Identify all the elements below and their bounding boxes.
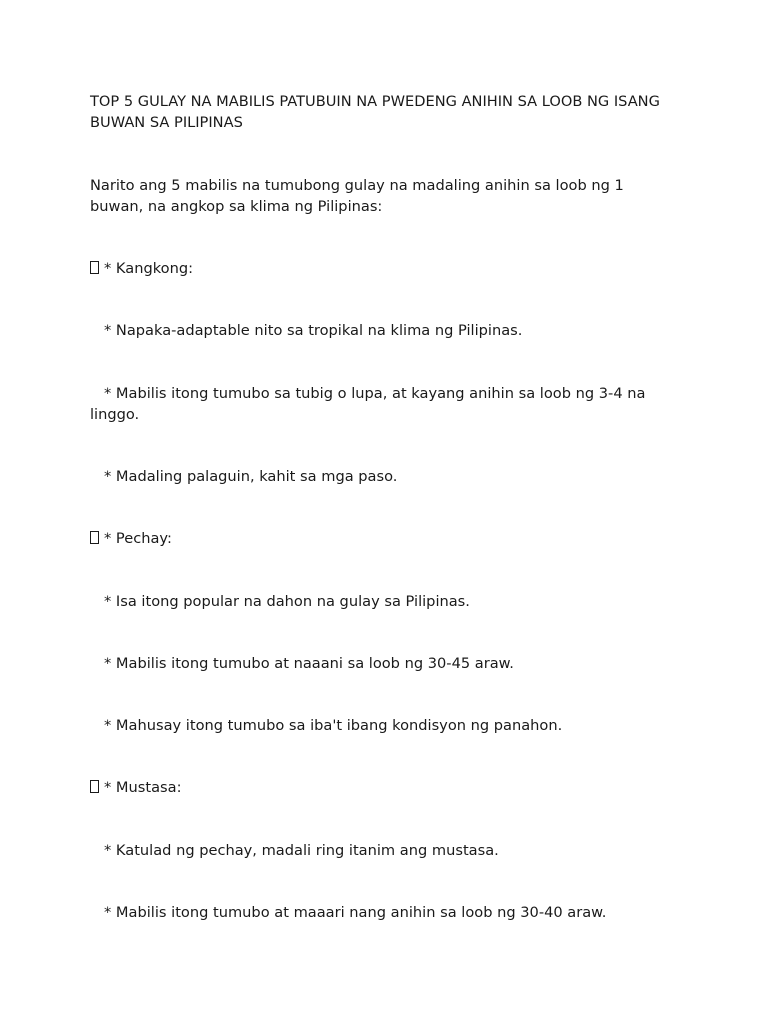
intro-paragraph: Narito ang 5 mabilis na tumubong gulay na madaling anihin sa loob ng 1 buwan, na angkop sa klima ng Pilipinas: [90,177,624,215]
list-item: * Napaka-adaptable nito sa tropikal na klima ng Pilipinas. [104,322,523,339]
list-item: * Mabilis itong tumubo sa tubig o lupa, at kayang anihin sa loob ng 3-4 na linggo. [90,385,646,423]
document-title: TOP 5 GULAY NA MABILIS PATUBUIN NA PWEDENG ANIHIN SA LOOB NG ISANG BUWAN SA PILIPINAS [90,93,660,131]
section-heading-label: * Mustasa: [104,779,182,796]
section-heading-kangkong [90,258,680,279]
list-item: * Mabilis itong tumubo at naaani sa loob ng 30-45 araw. [104,655,514,672]
section-heading-pechay [90,528,680,549]
list-item: * Madaling palaguin, kahit sa mga paso. [104,468,398,485]
section-heading-label: * Kangkong: [104,260,193,277]
list-item: * Katulad ng pechay, madali ring itanim ang mustasa. [104,842,499,859]
list-item: * Isa itong popular na dahon na gulay sa Pilipinas. [104,593,470,610]
section-heading-label: * Pechay: [104,530,172,547]
list-item: * Mabilis itong tumubo at maaari nang anihin sa loob ng 30-40 araw. [104,904,607,921]
missing-glyph-icon [90,531,99,544]
missing-glyph-icon [90,261,99,274]
list-item: * Mahusay itong tumubo sa iba't ibang kondisyon ng panahon. [104,717,563,734]
missing-glyph-icon [90,780,99,793]
section-heading-mustasa [90,777,680,798]
